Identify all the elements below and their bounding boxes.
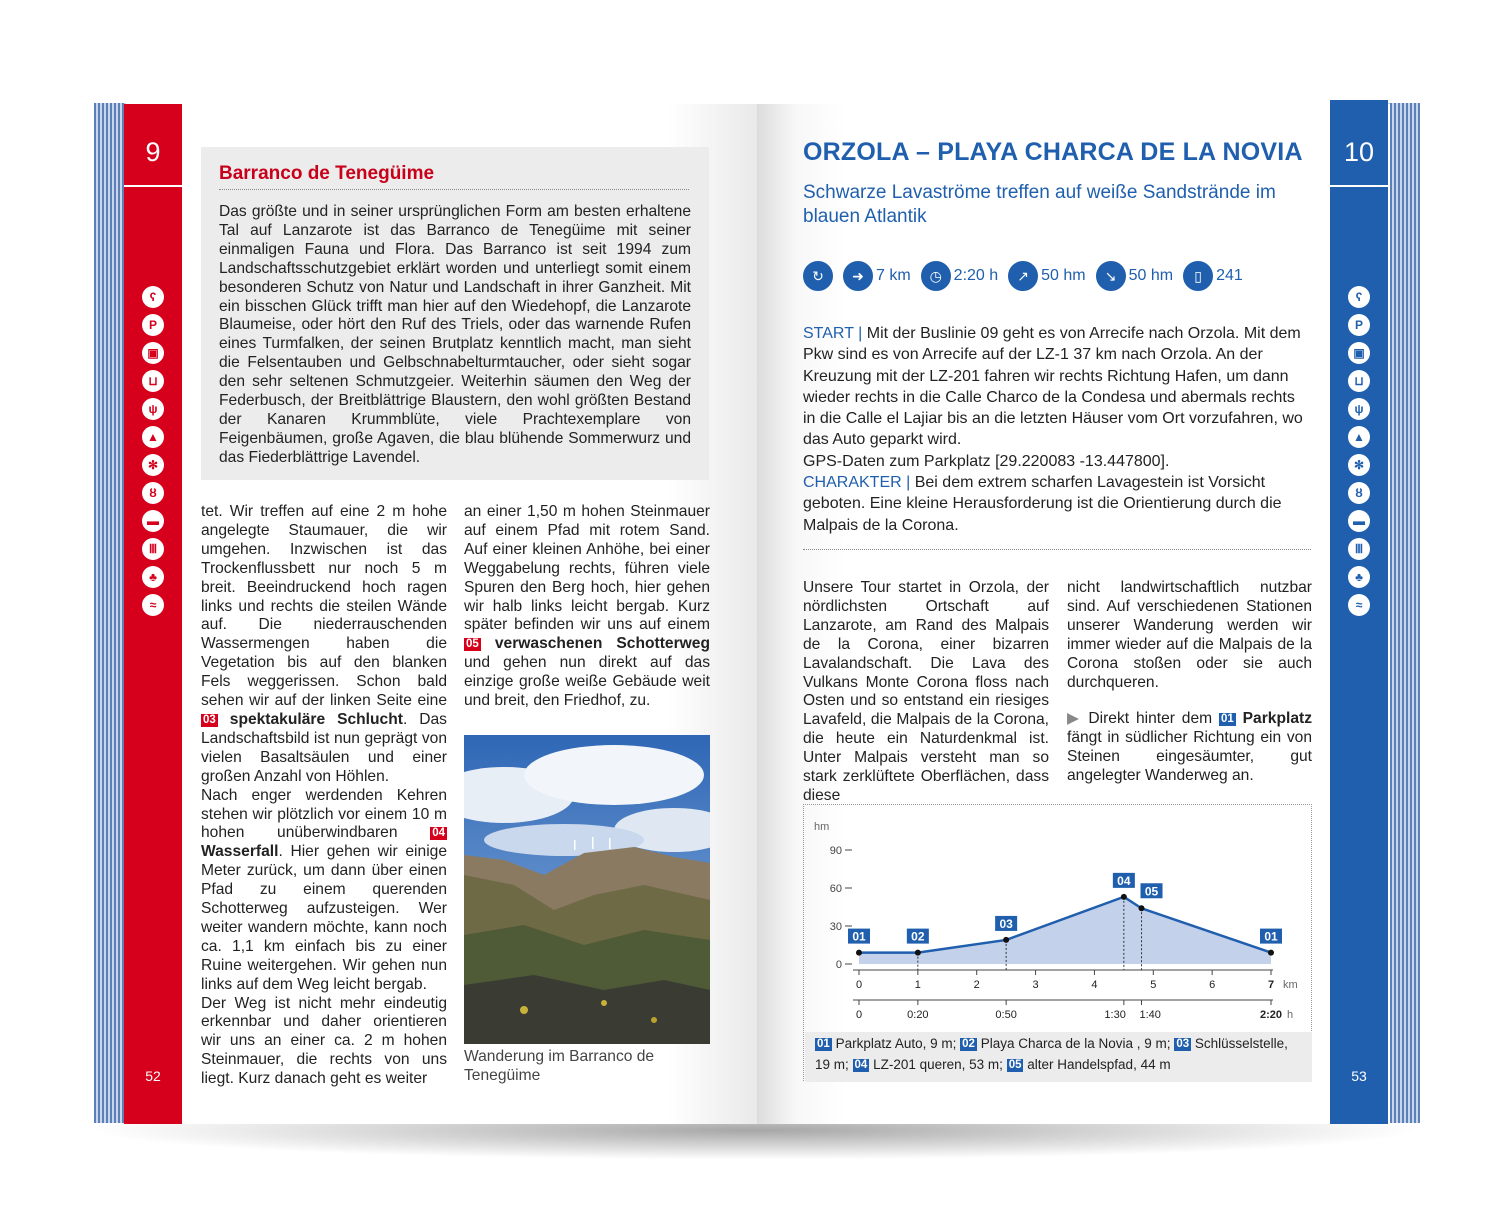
x-axis-unit: km	[1283, 979, 1298, 991]
infobox	[201, 147, 709, 480]
left-column-2	[464, 503, 710, 711]
time-axis-unit: h	[1287, 1009, 1294, 1021]
infobox-title: Barranco de Tenegüime	[219, 163, 435, 184]
y-tick-label: 90	[829, 845, 842, 857]
stat-descent	[1096, 261, 1173, 291]
x-tick-label: 3	[1032, 979, 1039, 991]
tour-subtitle: Schwarze Lavaströme treffen auf weiße Sandstrände im blauen Atlantik	[803, 182, 1276, 227]
time-tick-label: 0:20	[907, 1009, 929, 1021]
gps-text: GPS-Daten zum Parkplatz [29.220083 -13.447800].	[803, 452, 1170, 470]
right-column-2	[1067, 579, 1312, 786]
x-tick-label: 2	[973, 979, 980, 991]
basket-icon: ⊔	[142, 370, 164, 392]
legend-marker: 01	[817, 1038, 830, 1050]
x-tick-label: 5	[1150, 979, 1157, 991]
stat-circuit	[803, 261, 833, 291]
start-label: START	[803, 325, 854, 342]
y-axis-unit: hm	[814, 821, 830, 833]
descent-value: 50 hm	[1128, 267, 1174, 284]
infobox-text: Das größte und in seiner ursprünglichen Form am besten erhaltene Tal auf Lanzarote ist das Barranco de Tenegüime mit seiner einmaligen Fauna und Flora. Das Barranco ist seit 1994 zum Landschaftsschutzgebiet erklärt worden und unterliegt somit einem besonderen Schutz von Natur und Landschaft in ihrer Ganzheit. Mit ein bisschen Glück trifft man hier auf den Wiedehopf, die Lanzarote Blaumeise, oder hört den Ruf des Triels, oder das warnende Rufen eines Turmfalken, der seinen Brutplatz kenntlich macht, man sieht die Felsentauben und Gelbschnabelturmtaucher, oder sieht sogar den sehr seltenen Schmutzgeier. Weiterhin säumen den Weg der Federbusch, der Breitblättrige Blaustern, den wohl größten Bestand der Kanaren Krummblüte, viele Prachtexemplare von Feigenbäumen, große Agaven, die blau blühende Sommerwurz und das Fiederblättrige Lavendel.	[219, 203, 691, 466]
waypoint-label: 01	[852, 929, 866, 944]
time-tick-label: 0:50	[995, 1009, 1017, 1021]
swimming-icon: ≈	[1348, 594, 1370, 616]
time-tick-label: 1:30	[1104, 1009, 1126, 1021]
right-icon-column	[1330, 286, 1388, 616]
waypoint-marker: 03	[203, 713, 216, 726]
basket-icon: ⊔	[1348, 370, 1370, 392]
character-text: Bei dem extrem scharfen Lavagestein ist Vorsicht geboten. Eine kleine Herausforderung ist die Orientierung durch die Malpais de la Corona.	[803, 474, 1282, 534]
x-tick-label: 1	[914, 979, 921, 991]
legend-text: LZ-201 queren, 53 m;	[873, 1057, 1003, 1072]
legend-marker: 04	[854, 1059, 868, 1071]
museum-icon: Ⅲ	[1348, 538, 1370, 560]
text: und gehen nun direkt auf das einzige große weiße Gebäude weit und breit, den Friedhof, zu.	[464, 654, 710, 710]
ascent-icon: ↗	[1008, 261, 1038, 291]
restaurant-icon: ψ	[1348, 398, 1370, 420]
bus-icon: ▣	[1348, 342, 1370, 364]
waypoint-marker: 05	[466, 638, 479, 651]
left-page-number: 52	[145, 1068, 161, 1084]
bed-icon: ▬	[1348, 510, 1370, 532]
tree-icon: ♣	[142, 566, 164, 588]
waypoint-dot	[1121, 894, 1127, 900]
y-tick-label: 30	[829, 921, 842, 933]
legend-text: Playa Charca de la Novia , 9 m;	[980, 1036, 1171, 1051]
page-edges-right	[1388, 103, 1420, 1123]
ascent-value: 50 hm	[1041, 267, 1086, 284]
left-icon-column	[124, 286, 182, 616]
start-text: Mit der Buslinie 09 geht es von Arrecife nach Orzola. Mit dem Pkw sind es von Arrecife auf der LZ-1 37 km nach Orzola. An der Kreuzung mit der LZ-201 fahren wir rechts Richtung Hafen, um dann wieder rechts in die Calle Charco de la Condesa und abermals rechts in die Calle el Lajiar bis an die letzten Häuser vom Ort vorzufahren, wo das Auto geparkt wird.	[803, 325, 1303, 449]
left-column-1	[201, 503, 447, 1089]
snowflake-icon: ✻	[142, 454, 164, 476]
legend-text: alter Handelspfad, 44 m	[1027, 1057, 1171, 1072]
text: . Hier gehen wir einige Meter zurück, um dann über einen Pfad zu einem querenden Schotterweg aufzusteigen. Wer weiter wandern möchte, kann noch ca. 1,1 km einfach bis zu einer Ruine weitergehen. Wir gehen nun links auf dem Weg leicht bergab.	[201, 843, 447, 993]
y-tick-label: 60	[829, 883, 842, 895]
landscape-photo	[464, 735, 710, 1044]
waypoint-marker: 04	[432, 827, 445, 840]
waypoint-name: verwaschenen Schotterweg	[494, 635, 710, 653]
bear-icon: ʕ	[1348, 286, 1370, 308]
time-tick-label: 1:40	[1139, 1009, 1161, 1021]
signpost-icon: ➜	[843, 261, 873, 291]
page-edges-left	[94, 103, 126, 1123]
page-ref-value: 241	[1216, 267, 1243, 284]
x-tick-label: 0	[855, 979, 863, 991]
right-column-1: Unsere Tour startet in Orzola, der nördlichsten Ortschaft auf Lanzarote, am Rand des Malpais de la Corona, einer bizarren Lavalandschaft. Die Lava des Vulkans Monte Corona floss nach Osten und so entstand ein riesiges Lavafeld, die Malpais de la Corona, die heute ein Naturdenkmal ist. Unter Malpais versteht man so stark zerklüftete Oberflächen, dass diese	[803, 579, 1049, 804]
y-tick-label: 0	[835, 959, 842, 971]
museum-icon: Ⅲ	[142, 538, 164, 560]
mountain-icon: ▲	[142, 426, 164, 448]
tour-info: START | Mit der Buslinie 09 geht es von Arrecife nach Orzola. Mit dem Pkw sind es von Arrecife auf der LZ-1 37 km nach Orzola. An der Kreuzung mit der LZ-201 fahren wir rechts Richtung Hafen, um dann wieder rechts in die Calle Charco de la Condesa und abermals rechts in die Calle el Lajiar bis an die letzten Häuser vom Ort vorzufahren, wo das Auto geparkt wird. GPS-Daten zum Parkplatz [29.220083 -13.447800]. CHARAKTER | Bei dem extrem scharfen Lavagestein ist Vorsicht geboten. Eine kleine Herausforderung ist die Orientierung durch die Malpais de la Corona.	[803, 325, 1303, 534]
waypoint-name: spektakuläre Schlucht	[229, 710, 403, 728]
elevation-profile	[803, 804, 1312, 1081]
descent-icon: ↘	[1096, 261, 1126, 291]
photo-caption: Wanderung im Barranco de Tenegüime	[464, 1048, 655, 1084]
waypoint-name: Wasserfall	[201, 843, 279, 861]
legend-text: Parkplatz Auto, 9 m;	[835, 1036, 957, 1051]
elevation-chart	[804, 805, 1311, 1031]
waypoint-dot	[856, 950, 862, 956]
text: . Das Landschaftsbild ist nun geprägt von vielen Basaltsäulen und einer großen Anzahl von Höhlen.	[201, 710, 447, 785]
waypoint-label: 05	[1144, 884, 1159, 899]
parking-icon: P	[1348, 314, 1370, 336]
distance-value: 7 km	[876, 267, 911, 284]
bus-icon: ▣	[142, 342, 164, 364]
waypoint-label: 01	[1264, 929, 1278, 944]
text: fängt in südlicher Richtung ein von Steinen eingesäumter, gut angelegter Wanderweg an.	[1067, 729, 1312, 785]
waypoint-dot	[1003, 937, 1009, 943]
legend-marker: 02	[962, 1038, 975, 1050]
waypoint-name: Parkplatz	[1242, 710, 1312, 728]
left-tour-number: 9	[145, 137, 161, 167]
text: Direkt hinter dem	[1088, 710, 1213, 728]
waypoint-dot	[915, 950, 921, 956]
waypoint-dot	[1268, 950, 1274, 956]
text: Nach enger werdenden Kehren stehen wir plötzlich vor einem 10 m hohen unüberwindbaren	[201, 786, 447, 842]
text: tet. Wir treffen auf eine 2 m hohe angelegte Staumauer, die wir umgehen. Inzwischen ist das Trockenflussbett nur noch 5 m breit. Beeindruckend hoch ragen links und rechts die steilen Wände auf. Die niederrauschenden Wassermengen haben die Vegetation bis auf den blanken Fels weggerissen. Schon bald sehen wir auf der linken Seite eine	[201, 503, 447, 710]
stat-duration	[921, 261, 998, 291]
waypoint-legend	[805, 1032, 1312, 1082]
mountain-icon: ▲	[1348, 426, 1370, 448]
bicycle-icon: ȣ	[142, 482, 164, 504]
waypoint-marker: 01	[1221, 713, 1234, 726]
character-label: CHARAKTER	[803, 474, 902, 492]
x-tick-label: 6	[1209, 979, 1216, 991]
waypoint-label: 04	[1117, 873, 1131, 888]
bed-icon: ▬	[142, 510, 164, 532]
phone-icon: ▯	[1183, 261, 1213, 291]
stat-distance	[843, 261, 911, 291]
waypoint-label: 03	[999, 916, 1013, 931]
waypoint-dot	[1139, 905, 1145, 911]
time-tick-label: 2:20	[1259, 1009, 1283, 1021]
tree-icon: ♣	[1348, 566, 1370, 588]
left-tour-number-rule	[124, 185, 182, 187]
circuit-icon: ↻	[803, 261, 833, 291]
tour-stats	[803, 261, 1243, 291]
right-tour-number-rule	[1330, 185, 1388, 187]
stat-page-ref	[1183, 261, 1243, 291]
time-tick-label: 0	[855, 1009, 863, 1021]
swimming-icon: ≈	[142, 594, 164, 616]
stat-ascent	[1008, 261, 1085, 291]
x-tick-label: 4	[1091, 979, 1098, 991]
legend-text: Schlüsselstelle, 19 m;	[815, 1036, 1288, 1072]
tour-title: ORZOLA – PLAYA CHARCA DE LA NOVIA	[803, 138, 1303, 166]
restaurant-icon: ψ	[142, 398, 164, 420]
text: Der Weg ist nicht mehr eindeutig erkennbar und daher orientieren wir uns an einer ca. 2 m hohen Steinmauer, die rechts von uns liegt. Kurz danach geht es weiter	[201, 994, 447, 1088]
text: nicht landwirtschaftlich nutzbar sind. Auf verschiedenen Stationen unserer Wanderung werden wir immer wieder auf die Malpais de la Corona stoßen oder sie auch durchqueren.	[1067, 579, 1312, 691]
right-page-number: 53	[1351, 1068, 1367, 1084]
play-arrow-icon: ▶	[1067, 710, 1082, 728]
bear-icon: ʕ	[142, 286, 164, 308]
parking-icon: P	[142, 314, 164, 336]
snowflake-icon: ✻	[1348, 454, 1370, 476]
waypoint-label: 02	[911, 929, 925, 944]
bicycle-icon: ȣ	[1348, 482, 1370, 504]
section-rule	[803, 549, 1311, 550]
legend-marker: 03	[1176, 1038, 1190, 1050]
legend-marker: 05	[1008, 1059, 1022, 1071]
x-tick-label: 7	[1267, 979, 1275, 991]
text: an einer 1,50 m hohen Steinmauer auf einem Pfad mit rotem Sand. Auf einer kleinen Anhöhe, bei einer Weggabelung rechts, führen viele Spuren den Berg hoch, hier gehen wir halb links leicht bergab. Kurz später befinden wir uns auf einem	[464, 503, 710, 634]
clock-icon: ◷	[921, 261, 951, 291]
right-tour-number: 10	[1343, 137, 1375, 167]
infobox-rule	[219, 189, 689, 190]
duration-value: 2:20 h	[953, 267, 999, 284]
